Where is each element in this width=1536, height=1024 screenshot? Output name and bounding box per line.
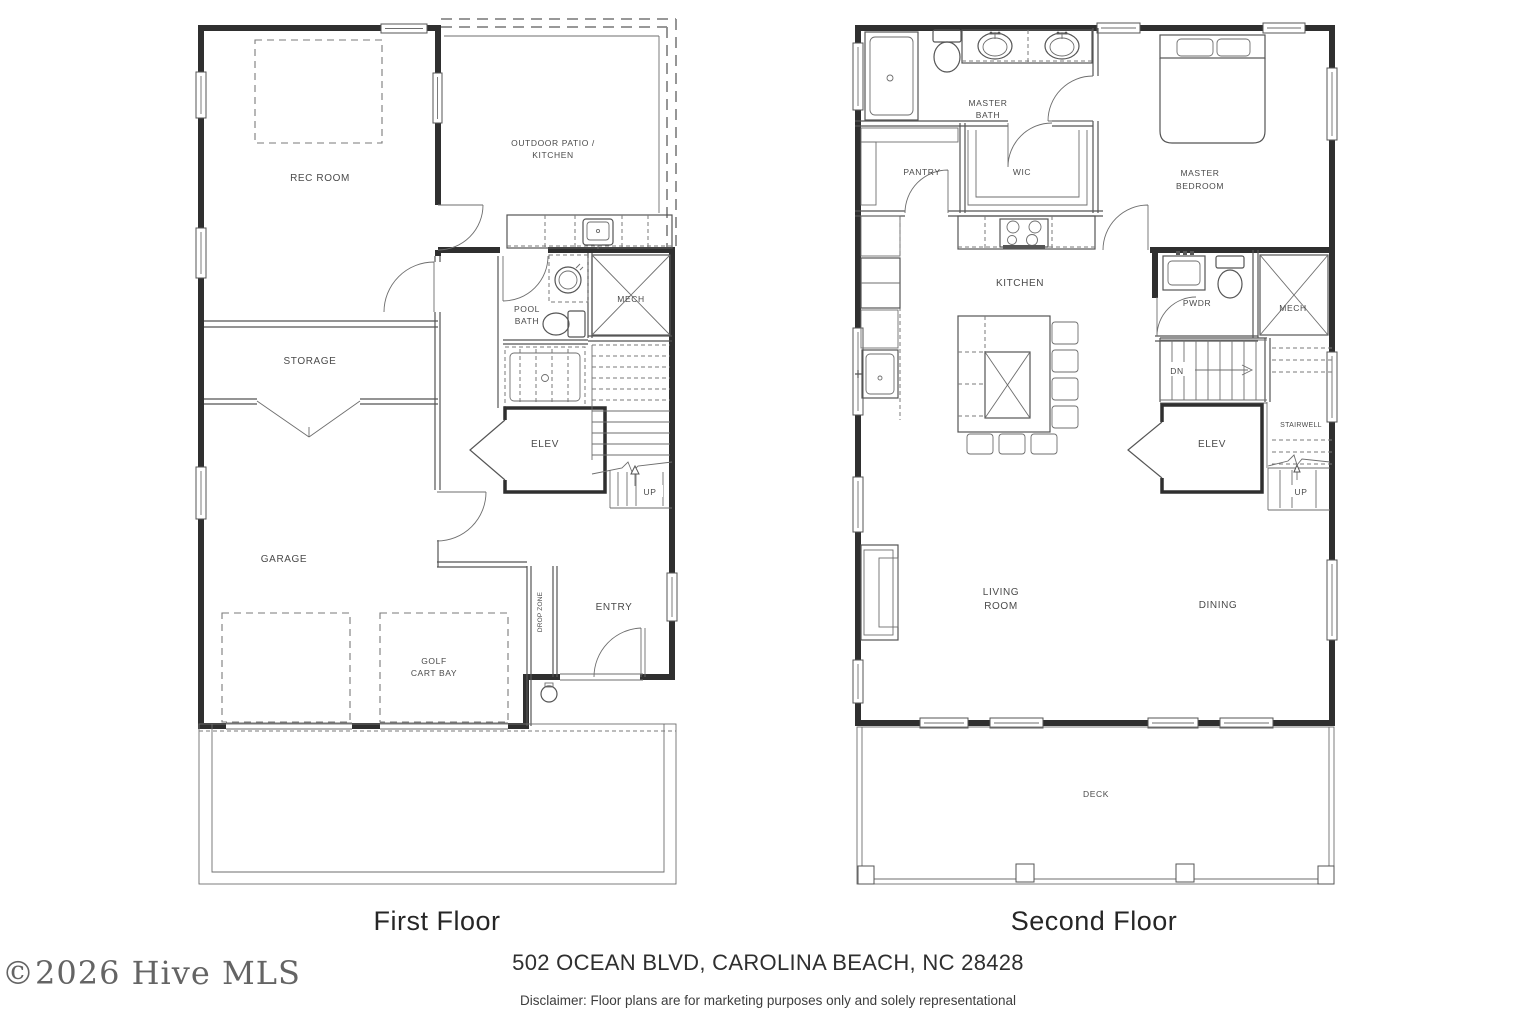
elevator-door-chevron (470, 420, 505, 480)
sink-icon (855, 350, 898, 398)
living-room-label-line2: ROOM (984, 601, 1018, 612)
master-bedroom-label-line2: BEDROOM (1175, 181, 1225, 191)
door-swings (257, 205, 645, 677)
pool-bath-fixtures (505, 255, 588, 407)
dn-label: DN (1170, 366, 1184, 376)
outdoor-patio-label-line2: KITCHEN (532, 150, 574, 160)
disclaimer-text: Disclaimer: Floor plans are for marketing purposes only and solely representational (520, 993, 1016, 1008)
sink-icon (1163, 251, 1205, 290)
stool-icon (967, 322, 1078, 454)
elev-label: ELEV (531, 439, 559, 450)
rec-room-dashed-area (255, 40, 382, 143)
deck-label: DECK (1082, 789, 1110, 799)
rec-room-label: REC ROOM (290, 173, 350, 184)
living-room-label-line1: LIVING (982, 587, 1020, 598)
kitchen-wall-counters (855, 216, 900, 420)
dining-label: DINING (1198, 600, 1238, 611)
cooktop-icon (1000, 219, 1048, 249)
elevator (1128, 405, 1262, 492)
deck (857, 727, 1334, 884)
shower-icon (505, 347, 585, 407)
exterior-walls (855, 25, 1335, 726)
room-labels (903, 98, 1322, 799)
parking-bay-dashed (222, 613, 350, 722)
island-sink-icon (985, 352, 1030, 418)
kitchen-island (958, 316, 1078, 454)
first-floor-caption: First Floor (373, 906, 501, 936)
pool-bath-label-line2: BATH (514, 316, 540, 326)
drop-zone-label: DROP ZONE (537, 591, 544, 633)
outdoor-patio-label-line1: OUTDOOR PATIO / (511, 138, 595, 148)
elevator (470, 408, 605, 492)
up-arrow-icon (631, 466, 639, 474)
sink-icon (555, 264, 583, 293)
ground-patio (199, 724, 676, 884)
pantry-label: PANTRY (903, 167, 941, 177)
sink-icon (978, 32, 1012, 59)
wic-label: WIC (1012, 167, 1032, 177)
second-floor-caption: Second Floor (1010, 906, 1178, 936)
entry-label: ENTRY (595, 602, 633, 613)
powder-room-fixtures (1163, 251, 1244, 298)
mech-label: MECH (617, 294, 645, 304)
stairwell (1272, 348, 1332, 464)
property-address: 502 OCEAN BLVD, CAROLINA BEACH, NC 28428 (512, 950, 1024, 975)
exterior-walls (198, 25, 675, 729)
mls-watermark: ©2026 Hive MLS (2, 954, 301, 992)
up-label: UP (643, 487, 657, 497)
first-floor-plan (195, 15, 685, 890)
stairs-up (1268, 455, 1330, 510)
up-label: UP (1294, 487, 1308, 497)
toilet-icon (933, 30, 961, 72)
master-bath-label-line2: BATH (975, 110, 1001, 120)
golf-cart-label-line2: CART BAY (410, 668, 458, 678)
pool-bath-label-line1: POOL (513, 304, 541, 314)
pwdr-label: PWDR (1182, 298, 1212, 308)
second-floor-plan (850, 10, 1340, 890)
master-bedroom-label-line1: MASTER (1180, 168, 1220, 178)
shower-icon (865, 32, 918, 120)
elev-label: ELEV (1198, 439, 1226, 450)
kitchen-label: KITCHEN (995, 278, 1045, 289)
master-bath-label-line1: MASTER (968, 98, 1008, 108)
elevator-door-chevron (1128, 422, 1162, 478)
kitchen-counter (958, 216, 1095, 249)
mech-label: MECH (1279, 303, 1307, 313)
outdoor-shower-icon (541, 683, 557, 702)
sink-icon (1045, 32, 1079, 59)
garage-label: GARAGE (260, 554, 308, 565)
double-vanity (962, 30, 1092, 63)
toilet-icon (1216, 256, 1244, 298)
outdoor-kitchen-counter (507, 215, 672, 249)
mech-room (1260, 255, 1328, 335)
storage-label: STORAGE (283, 356, 337, 367)
up-arrow-icon (1294, 465, 1300, 472)
refrigerator-icon (861, 258, 900, 308)
golf-cart-label-line1: GOLF (421, 656, 447, 666)
fireplace-icon (861, 545, 898, 640)
sink-icon (583, 219, 613, 249)
bed-icon (1160, 35, 1265, 143)
toilet-icon (543, 311, 585, 337)
stairwell-label: STAIRWELL (1280, 422, 1322, 429)
windows (196, 24, 677, 621)
